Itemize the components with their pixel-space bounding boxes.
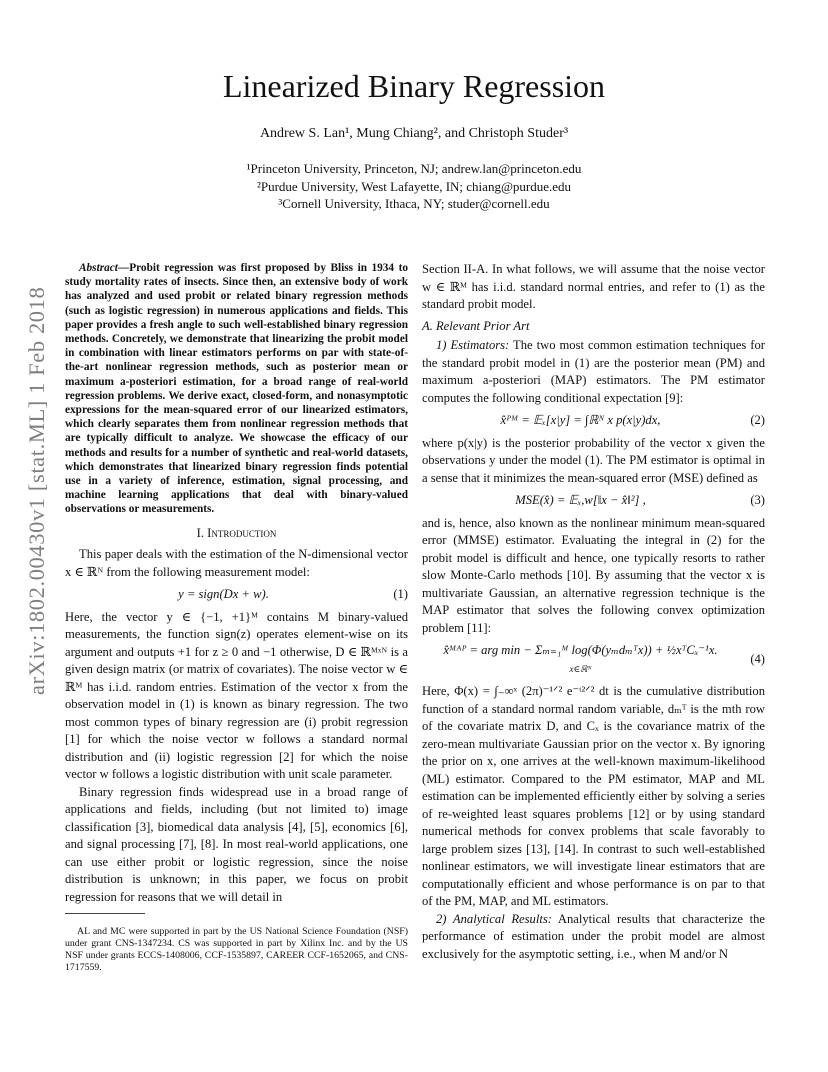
equation-1-number: (1) (393, 587, 408, 602)
equation-2-number: (2) (750, 413, 765, 427)
equation-3-body: MSE(x̂) = 𝔼ₓ,w[‖x − x̂‖²] , (515, 493, 646, 507)
analytical-text: Analytical results that characterize the performance of estimation under the probit model are almost exclusively for the asymptotic setting, i.e., when M and/or N (422, 911, 765, 961)
equation-3-number: (3) (750, 493, 765, 507)
equation-1-body: y = sign(Dx + w). (178, 587, 269, 602)
equation-4-expression: x̂ᴹᴬᴾ = arg min − Σₘ₌₁ᴹ log(Φ(yₘdₘᵀx)) + ½xᵀCₓ⁻¹x. (443, 643, 718, 657)
subsection-heading-prior-art: A. Relevant Prior Art (422, 318, 530, 333)
equation-4 (422, 642, 765, 678)
author-list: Andrew S. Lan¹, Mung Chiang², and Christoph Studer³ (259, 126, 569, 141)
abstract-text: —Probit regression was first proposed by Bliss in 1934 to study mortality rates of insects. Since then, an extensive body of work has analyzed and used probit or related binary regression methods (such as logistic regression) in numerous applications and fields. This paper provides a fresh angle to such well-established binary regression methods. Concretely, we demonstrate that linearizing the probit model in combination with linear estimators performs on par with state-of-the-art nonlinear regression methods, such as posterior mean or maximum a-posteriori estimation, for a broad range of real-world regression problems. We derive exact, closed-form, and nonasymptotic expressions for the mean-squared error of our linearized estimators, which clearly separates them from nonlinear regression methods that are typically difficult to analyze. We showcase the efficacy of our methods and results for a number of synthetic and real-world datasets, which demonstrates that linearized binary regression finds potential use in a variety of inference, estimation, signal processing, and machine learning applications that deal with binary-valued observations or measurements. (65, 262, 408, 516)
equation-4-body (422, 642, 739, 678)
estimators-text: The two most common estimation techniques for the standard probit model in (1) are the posterior mean (PM) and maximum a-posteriori (MAP) estimators. The PM estimator computes the following conditional expectation [9]: (422, 338, 765, 405)
analytical-label: 2) Analytical Results: (436, 911, 552, 926)
equation-2 (422, 412, 765, 430)
intro-paragraph-2: Here, the vector y ∈ {−1, +1}ᴹ contains M binary-valued measurements, the function sign(z) operates element-wise on its argument and outputs +1 for z ≥ 0 and −1 otherwise, D ∈ ℝᴹˣᴺ is a given design matrix (or matrix of covariates). The noise vector w ∈ ℝᴹ has i.i.d. random entries. Estimation of the vector x from the observation model in (1) is known as binary regression. The two most common types of binary regression are (i) probit regression [1] for which the noise vector w follows a standard normal distribution and (ii) logistic regression [2] for which the noise vector w follows a logistic distribution with unit scale parameter. (65, 609, 408, 782)
estimators-paragraph (422, 337, 765, 407)
funding-footnote: AL and MC were supported in part by the US National Science Foundation (NSF) under grant CNS-1347234. CS was supported in part by Xilinx Inc. and by the US NSF under grants ECCS-1408006, CCF-1535897, CAREER CCF-1652065, and CNS-1717559. (65, 926, 408, 973)
footnote-rule (65, 913, 145, 914)
equation-4-number: (4) (750, 652, 765, 667)
affiliation-princeton: ¹Princeton University, Princeton, NJ; andrew.lan@princeton.edu (246, 161, 582, 176)
analytical-paragraph (422, 911, 765, 964)
posterior-paragraph: where p(x|y) is the posterior probability of the vector x given the observations y under the model (1). The PM estimator is optimal in a sense that it minimizes the mean-squared error (MSE) defined as (422, 435, 765, 485)
intro-paragraph-1: This paper deals with the estimation of the N-dimensional vector x ∈ ℝᴺ from the following measurement model: (65, 547, 408, 579)
section-heading-introduction: I. Introduction (196, 525, 277, 540)
arxiv-identifier: arXiv:1802.00430v1 [stat.ML] 1 Feb 2018 (24, 286, 49, 695)
affiliation-purdue: ²Purdue University, West Lafayette, IN; chiang@purdue.edu (256, 178, 572, 194)
affiliation-cornell: ³Cornell University, Ithaca, NY; studer@cornell.edu (278, 196, 550, 211)
paper-title: Linearized Binary Regression (222, 68, 606, 104)
equation-3 (422, 492, 765, 510)
abstract (65, 261, 408, 517)
abstract-label: Abstract (79, 262, 118, 274)
equation-4-subscript: x∈ℝᴺ (569, 663, 592, 674)
left-column (65, 261, 408, 983)
intro-paragraph-3: Binary regression finds widespread use in a broad range of applications and fields, including (but not limited to) image classification [3], biomedical data analysis [4], [5], economics [6], and signal processing [7], [8]. In most real-world applications, one can use either probit or logistic regression, since the noise distribution is unknown; in this paper, we focus on probit regression for reasons that we will detail in (65, 784, 408, 904)
right-intro-paragraph: Section II-A. In what follows, we will assume that the noise vector w ∈ ℝᴹ has i.i.d. standard normal entries, and refer to (1) as the standard probit model. (422, 262, 765, 311)
estimators-label: 1) Estimators: (436, 338, 510, 352)
mmse-paragraph: and is, hence, also known as the nonlinear minimum mean-squared error (MMSE) estimator. Evaluating the integral in (2) for the probit model is difficult and hence, one typically resorts to rather slow Monte-Carlo methods [10]. By assuming that the vector x is multivariate Gaussian, an alternative regression technique is the MAP estimator that solves the following convex optimization problem [11]: (422, 515, 765, 635)
right-column (422, 261, 765, 963)
affiliations (0, 160, 828, 213)
cdf-paragraph: Here, Φ(x) = ∫₋∞ˣ (2π)⁻¹ᐟ² e⁻ᵗ²ᐟ² dt is the cumulative distribution function of a standard normal random variable, dₘᵀ is the mth row of the covariate matrix D, and Cₓ is the covariance matrix of the zero-mean multivariate Gaussian prior on the vector x. By ignoring the prior on x, one arrives at the well-known maximum-likelihood (ML) estimator. Compared to the PM estimator, MAP and ML estimation can be implemented efficiently either by solving a series of re-weighted least squares problems [12] or by using standard numerical methods for convex problems that scale favorably to large problem sizes [13], [14]. In contrast to such well-established nonlinear estimators, we will investigate linear estimators that are computationally efficient and whose performance is on par to that of the PM, MAP, and ML estimators. (422, 684, 765, 908)
equation-1 (65, 586, 408, 604)
equation-2-body: x̂ᴾᴹ = 𝔼ₓ[x|y] = ∫ℝᴺ x p(x|y)dx, (500, 413, 661, 427)
